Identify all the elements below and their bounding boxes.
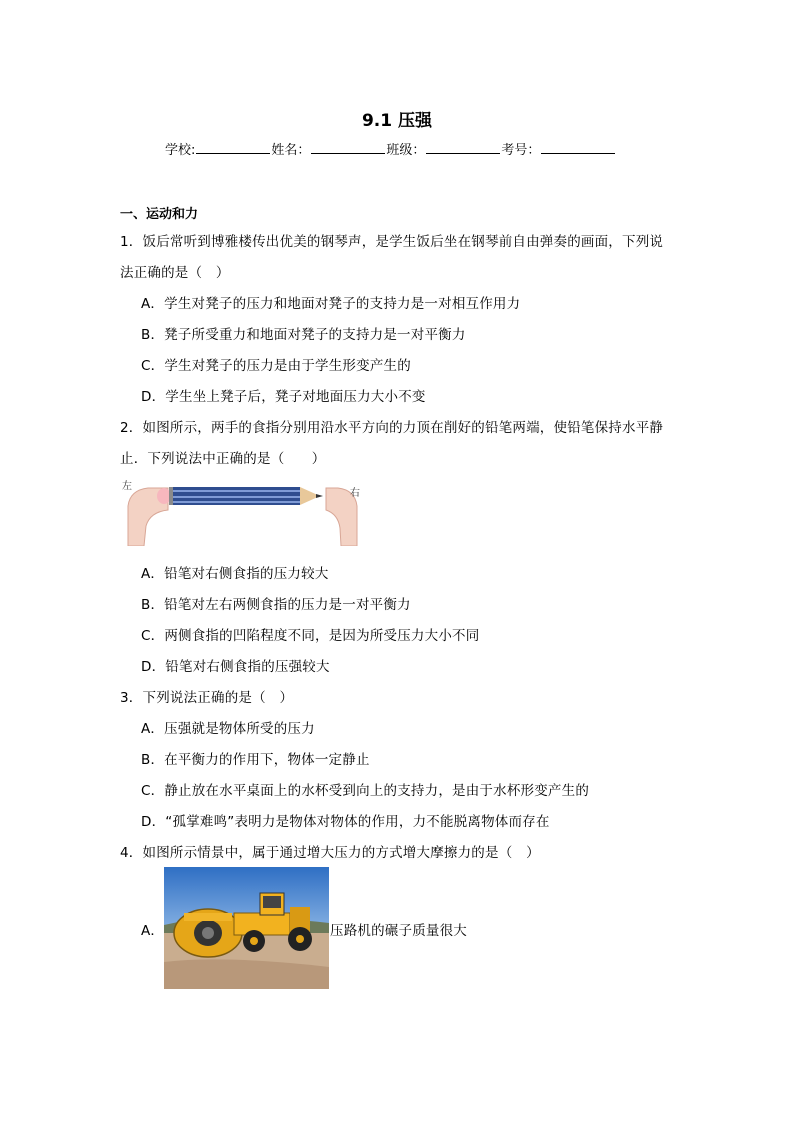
question-2-option-a: A．铅笔对右侧食指的压力较大 bbox=[141, 566, 329, 582]
question-3-line-1: 3．下列说法正确的是（ ） bbox=[120, 690, 294, 706]
question-3-option-d: D．“孤掌难鸣”表明力是物体对物体的作用，力不能脱离物体而存在 bbox=[141, 814, 550, 830]
school-label: 学校: bbox=[165, 143, 196, 158]
question-4-option-a-text: 压路机的碾子质量很大 bbox=[330, 923, 467, 939]
student-info-row bbox=[165, 139, 616, 158]
question-1-option-d: D．学生坐上凳子后，凳子对地面压力大小不变 bbox=[141, 389, 426, 405]
pencil-fingers-figure bbox=[120, 476, 365, 546]
exam-number-blank[interactable] bbox=[541, 139, 615, 154]
question-3-option-b: B．在平衡力的作用下，物体一定静止 bbox=[141, 752, 370, 768]
question-1-line-1: 1．饭后常听到博雅楼传出优美的钢琴声，是学生饭后坐在钢琴前自由弹奏的画面，下列说 bbox=[120, 234, 664, 250]
question-4-line-1: 4．如图所示情景中，属于通过增大压力的方式增大摩擦力的是（ ） bbox=[120, 845, 540, 861]
left-label: 左 bbox=[122, 481, 132, 492]
question-4-option-a-letter: A． bbox=[141, 923, 165, 939]
question-1-option-a: A．学生对凳子的压力和地面对凳子的支持力是一对相互作用力 bbox=[141, 296, 521, 312]
road-roller-photo bbox=[164, 867, 329, 989]
name-blank[interactable] bbox=[311, 139, 385, 154]
question-2-option-d: D．铅笔对右侧食指的压强较大 bbox=[141, 659, 330, 675]
question-2-option-c: C．两侧食指的凹陷程度不同，是因为所受压力大小不同 bbox=[141, 628, 480, 644]
class-blank[interactable] bbox=[426, 139, 500, 154]
question-3-option-a: A．压强就是物体所受的压力 bbox=[141, 721, 315, 737]
question-2-option-b: B．铅笔对左右两侧食指的压力是一对平衡力 bbox=[141, 597, 411, 613]
pencil-fingers-illustration bbox=[120, 476, 365, 546]
exam-number-label: 考号： bbox=[501, 143, 541, 158]
class-label: 班级： bbox=[386, 143, 426, 158]
road-roller-illustration bbox=[164, 867, 329, 989]
question-1-line-2: 法正确的是（ ） bbox=[120, 265, 230, 281]
question-3-option-c: C．静止放在水平桌面上的水杯受到向上的支持力，是由于水杯形变产生的 bbox=[141, 783, 590, 799]
school-blank[interactable] bbox=[196, 139, 270, 154]
name-label: 姓名： bbox=[271, 143, 311, 158]
question-1-option-b: B．凳子所受重力和地面对凳子的支持力是一对平衡力 bbox=[141, 327, 466, 343]
page-title: 9.1 压强 bbox=[361, 111, 433, 131]
question-1-option-c: C．学生对凳子的压力是由于学生形变产生的 bbox=[141, 358, 411, 374]
question-2-line-1: 2．如图所示，两手的食指分别用沿水平方向的力顶在削好的铅笔两端，使铅笔保持水平静 bbox=[120, 420, 664, 436]
section-heading: 一、运动和力 bbox=[120, 207, 199, 222]
question-2-line-2: 止．下列说法中正确的是（ ） bbox=[120, 451, 326, 467]
right-label: 右 bbox=[350, 488, 360, 499]
